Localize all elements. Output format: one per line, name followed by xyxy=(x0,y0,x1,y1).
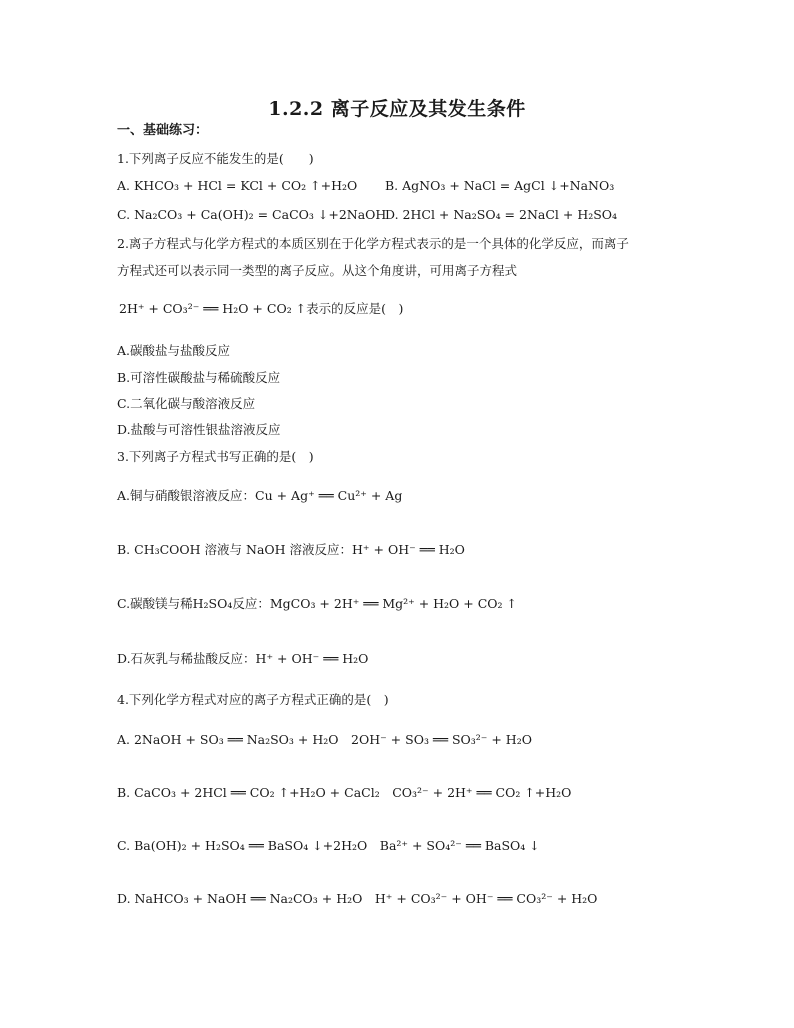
question-4-option-d: D. NaHCO₃ + NaOH ══ Na₂CO₃ + H₂O H⁺ + CO₃²⁻ + OH⁻ ══ CO₃²⁻ + H₂O xyxy=(117,891,598,906)
question-1-option-c: C. Na₂CO₃ + Ca(OH)₂ = CaCO₃ ↓+2NaOH xyxy=(117,207,387,222)
question-3-option-a: A.铜与硝酸银溶液反应：Cu + Ag⁺ ══ Cu²⁺ + Ag xyxy=(117,488,403,503)
question-2-equation: 2H⁺ + CO₃²⁻ ══ H₂O + CO₂ ↑表示的反应是( ) xyxy=(119,301,404,316)
question-1-option-a: A. KHCO₃ + HCl = KCl + CO₂ ↑+H₂O xyxy=(117,178,358,193)
page-title: 1.2.2 离子反应及其发生条件 xyxy=(268,98,526,120)
question-4-stem: 4.下列化学方程式对应的离子方程式正确的是( ) xyxy=(117,692,389,707)
question-3-option-b: B. CH₃COOH 溶液与 NaOH 溶液反应：H⁺ + OH⁻ ══ H₂O xyxy=(117,542,465,557)
question-2-stem-line-1: 2.离子方程式与化学方程式的本质区别在于化学方程式表示的是一个具体的化学反应，而离子 xyxy=(117,236,629,251)
question-1-option-d: D. 2HCl + Na₂SO₄ = 2NaCl + H₂SO₄ xyxy=(385,207,618,222)
question-2-option-d: D.盐酸与可溶性银盐溶液反应 xyxy=(117,422,281,437)
question-1-option-b: B. AgNO₃ + NaCl = AgCl ↓+NaNO₃ xyxy=(385,178,615,193)
question-1-stem: 1.下列离子反应不能发生的是( ) xyxy=(117,151,314,166)
question-4-option-a: A. 2NaOH + SO₃ ══ Na₂SO₃ + H₂O 2OH⁻ + SO₃ ══ SO₃²⁻ + H₂O xyxy=(117,732,532,747)
question-2-option-c: C.二氧化碳与酸溶液反应 xyxy=(117,396,256,411)
question-3-option-d: D.石灰乳与稀盐酸反应：H⁺ + OH⁻ ══ H₂O xyxy=(117,651,369,666)
question-4-option-b: B. CaCO₃ + 2HCl ══ CO₂ ↑+H₂O + CaCl₂ CO₃²⁻ + 2H⁺ ══ CO₂ ↑+H₂O xyxy=(117,785,572,800)
question-4-option-c: C. Ba(OH)₂ + H₂SO₄ ══ BaSO₄ ↓+2H₂O Ba²⁺ + SO₄²⁻ ══ BaSO₄ ↓ xyxy=(117,838,540,853)
question-2-option-a: A.碳酸盐与盐酸反应 xyxy=(117,343,231,358)
question-2-stem-line-2: 方程式还可以表示同一类型的离子反应。从这个角度讲，可用离子方程式 xyxy=(117,263,518,278)
question-3-stem: 3.下列离子方程式书写正确的是( ) xyxy=(117,449,314,464)
question-2-option-b: B.可溶性碳酸盐与稀硫酸反应 xyxy=(117,370,281,385)
question-3-option-c: C.碳酸镁与稀H₂SO₄反应：MgCO₃ + 2H⁺ ══ Mg²⁺ + H₂O + CO₂ ↑ xyxy=(117,596,518,611)
section-heading: 一、基础练习： xyxy=(117,123,209,138)
